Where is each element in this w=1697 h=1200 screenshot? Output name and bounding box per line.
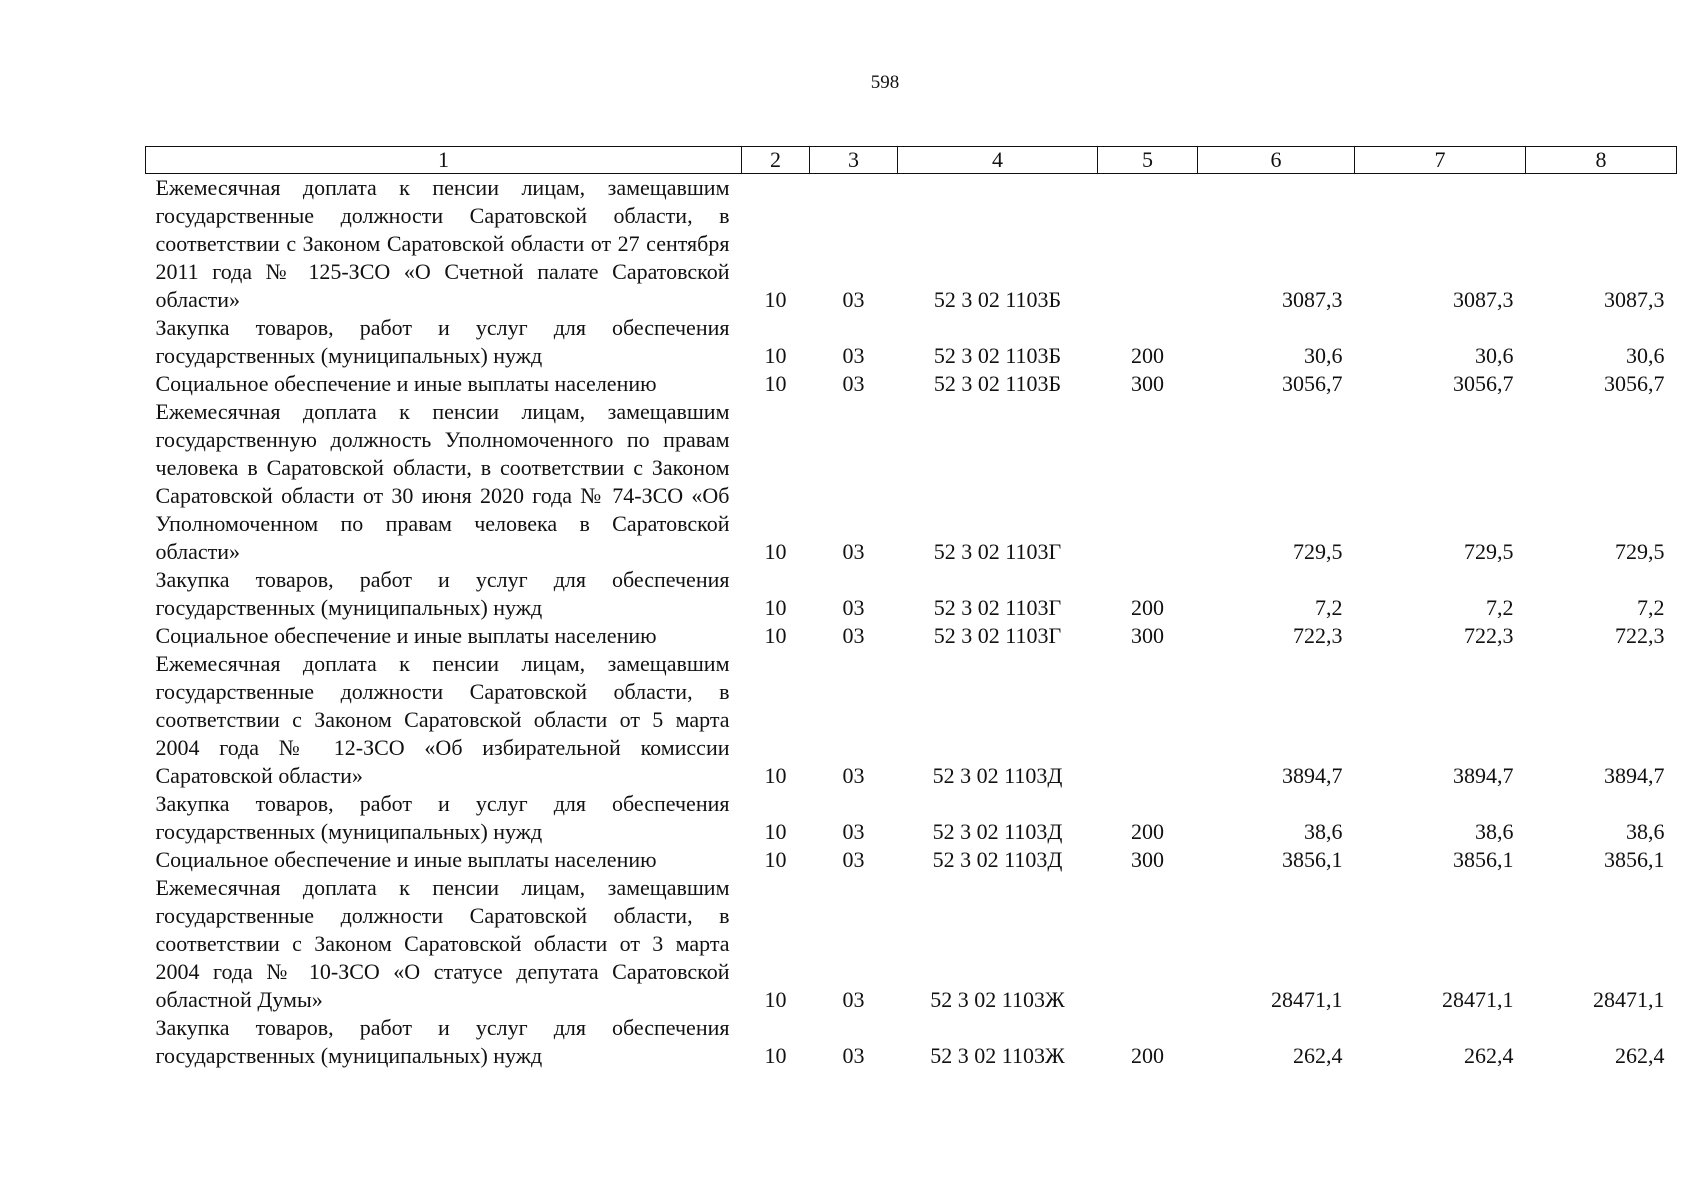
subsection-code: 03	[842, 763, 865, 788]
amount-col-8: 7,2	[1637, 595, 1665, 620]
row-description: Закупка товаров, работ и услуг для обеспечения государственных (муниципальных) нужд	[155, 1015, 730, 1068]
amount-col-7: 262,4	[1464, 1043, 1514, 1068]
table-row	[146, 370, 1677, 398]
amount-col-7: 38,6	[1475, 819, 1514, 844]
table-row	[146, 398, 1677, 566]
subsection-code: 03	[842, 371, 865, 396]
amount-col-8: 3856,1	[1604, 847, 1665, 872]
amount-col-6: 722,3	[1293, 623, 1343, 648]
page-number: 598	[870, 72, 900, 93]
amount-col-8: 3087,3	[1604, 287, 1665, 312]
target-article-code: 52 3 02 1103Ж	[930, 1043, 1065, 1068]
section-code: 10	[764, 539, 787, 564]
subsection-code: 03	[842, 343, 865, 368]
column-header-7: 7	[1355, 147, 1526, 174]
amount-col-8: 729,5	[1615, 539, 1665, 564]
amount-col-8: 3056,7	[1604, 371, 1665, 396]
subsection-code: 03	[842, 987, 865, 1012]
subsection-code: 03	[842, 595, 865, 620]
table-row	[146, 874, 1677, 1014]
expense-type-code	[1098, 650, 1198, 790]
column-header-1: 1	[146, 147, 742, 174]
amount-col-6: 262,4	[1293, 1043, 1343, 1068]
row-description: Ежемесячная доплата к пенсии лицам, замещавшим государственные должности Саратовской области, в соответствии с Законом Саратовской области от 27 сентября 2011 года № 125-ЗСО «О Счетной палате Саратовской области»	[155, 175, 730, 312]
table-row	[146, 566, 1677, 622]
target-article-code: 52 3 02 1103Д	[932, 819, 1063, 844]
section-code: 10	[764, 847, 787, 872]
expense-type-code: 300	[1131, 371, 1164, 396]
row-description: Социальное обеспечение и иные выплаты населению	[155, 847, 657, 872]
expense-type-code: 200	[1131, 343, 1164, 368]
section-code: 10	[764, 623, 787, 648]
amount-col-7: 28471,1	[1442, 987, 1514, 1012]
amount-col-6: 3056,7	[1282, 371, 1343, 396]
column-header-2: 2	[742, 147, 810, 174]
subsection-code: 03	[842, 287, 865, 312]
table-row	[146, 174, 1677, 315]
target-article-code: 52 3 02 1103Ж	[930, 987, 1065, 1012]
expense-type-code: 300	[1131, 623, 1164, 648]
section-code: 10	[764, 287, 787, 312]
column-header-5: 5	[1098, 147, 1198, 174]
subsection-code: 03	[842, 1043, 865, 1068]
row-description: Ежемесячная доплата к пенсии лицам, замещавшим государственную должность Уполномоченного по правам человека в Саратовской области, в соответствии с Законом Саратовской области от 30 июня 2020 года № 74-ЗСО «Об Уполномоченном по правам человека в Саратовской области»	[155, 399, 730, 564]
amount-col-7: 3056,7	[1453, 371, 1514, 396]
table-row	[146, 790, 1677, 846]
subsection-code: 03	[842, 539, 865, 564]
section-code: 10	[764, 343, 787, 368]
column-header-3: 3	[810, 147, 898, 174]
subsection-code: 03	[842, 623, 865, 648]
target-article-code: 52 3 02 1103Б	[933, 343, 1062, 368]
subsection-code: 03	[842, 847, 865, 872]
row-description: Закупка товаров, работ и услуг для обеспечения государственных (муниципальных) нужд	[155, 315, 730, 368]
expense-type-code: 200	[1131, 595, 1164, 620]
row-description: Ежемесячная доплата к пенсии лицам, замещавшим государственные должности Саратовской области, в соответствии с Законом Саратовской области от 5 марта 2004 года № 12-ЗСО «Об избирательной комиссии Саратовской области»	[155, 651, 730, 788]
row-description: Ежемесячная доплата к пенсии лицам, замещавшим государственные должности Саратовской области, в соответствии с Законом Саратовской области от 3 марта 2004 года № 10-ЗСО «О статусе депутата Саратовской областной Думы»	[155, 875, 730, 1012]
amount-col-8: 722,3	[1615, 623, 1665, 648]
expense-type-code: 200	[1131, 1043, 1164, 1068]
table-row	[146, 1014, 1677, 1070]
table-body	[146, 174, 1677, 1071]
expense-type-code: 300	[1131, 847, 1164, 872]
amount-col-6: 28471,1	[1271, 987, 1343, 1012]
column-header-4: 4	[898, 147, 1098, 174]
section-code: 10	[764, 819, 787, 844]
amount-col-6: 3894,7	[1282, 763, 1343, 788]
amount-col-7: 3087,3	[1453, 287, 1514, 312]
table-row	[146, 650, 1677, 790]
target-article-code: 52 3 02 1103Д	[932, 763, 1063, 788]
table-row	[146, 846, 1677, 874]
section-code: 10	[764, 1043, 787, 1068]
amount-col-8: 262,4	[1615, 1043, 1665, 1068]
amount-col-6: 30,6	[1304, 343, 1343, 368]
amount-col-7: 30,6	[1475, 343, 1514, 368]
target-article-code: 52 3 02 1103Г	[933, 623, 1062, 648]
row-description: Закупка товаров, работ и услуг для обеспечения государственных (муниципальных) нужд	[155, 567, 730, 620]
row-description: Закупка товаров, работ и услуг для обеспечения государственных (муниципальных) нужд	[155, 791, 730, 844]
amount-col-8: 30,6	[1626, 343, 1665, 368]
subsection-code: 03	[842, 819, 865, 844]
column-header-8: 8	[1526, 147, 1677, 174]
section-code: 10	[764, 763, 787, 788]
amount-col-7: 7,2	[1486, 595, 1514, 620]
expense-type-code	[1098, 174, 1198, 315]
target-article-code: 52 3 02 1103Г	[933, 595, 1062, 620]
table-row	[146, 622, 1677, 650]
budget-table	[145, 146, 1677, 1070]
amount-col-6: 3856,1	[1282, 847, 1343, 872]
target-article-code: 52 3 02 1103Б	[933, 371, 1062, 396]
section-code: 10	[764, 371, 787, 396]
amount-col-7: 3856,1	[1453, 847, 1514, 872]
amount-col-7: 722,3	[1464, 623, 1514, 648]
row-description: Социальное обеспечение и иные выплаты населению	[155, 371, 657, 396]
amount-col-6: 38,6	[1304, 819, 1343, 844]
amount-col-7: 3894,7	[1453, 763, 1514, 788]
target-article-code: 52 3 02 1103Б	[933, 287, 1062, 312]
amount-col-7: 729,5	[1464, 539, 1514, 564]
target-article-code: 52 3 02 1103Д	[932, 847, 1063, 872]
amount-col-6: 7,2	[1315, 595, 1343, 620]
table-row	[146, 314, 1677, 370]
amount-col-8: 3894,7	[1604, 763, 1665, 788]
section-code: 10	[764, 987, 787, 1012]
expense-type-code	[1098, 398, 1198, 566]
target-article-code: 52 3 02 1103Г	[933, 539, 1062, 564]
column-number-header	[146, 147, 1677, 174]
amount-col-8: 38,6	[1626, 819, 1665, 844]
amount-col-6: 729,5	[1293, 539, 1343, 564]
expense-type-code: 200	[1131, 819, 1164, 844]
section-code: 10	[764, 595, 787, 620]
column-header-6: 6	[1198, 147, 1355, 174]
amount-col-8: 28471,1	[1593, 987, 1665, 1012]
row-description: Социальное обеспечение и иные выплаты населению	[155, 623, 657, 648]
amount-col-6: 3087,3	[1282, 287, 1343, 312]
expense-type-code	[1098, 874, 1198, 1014]
